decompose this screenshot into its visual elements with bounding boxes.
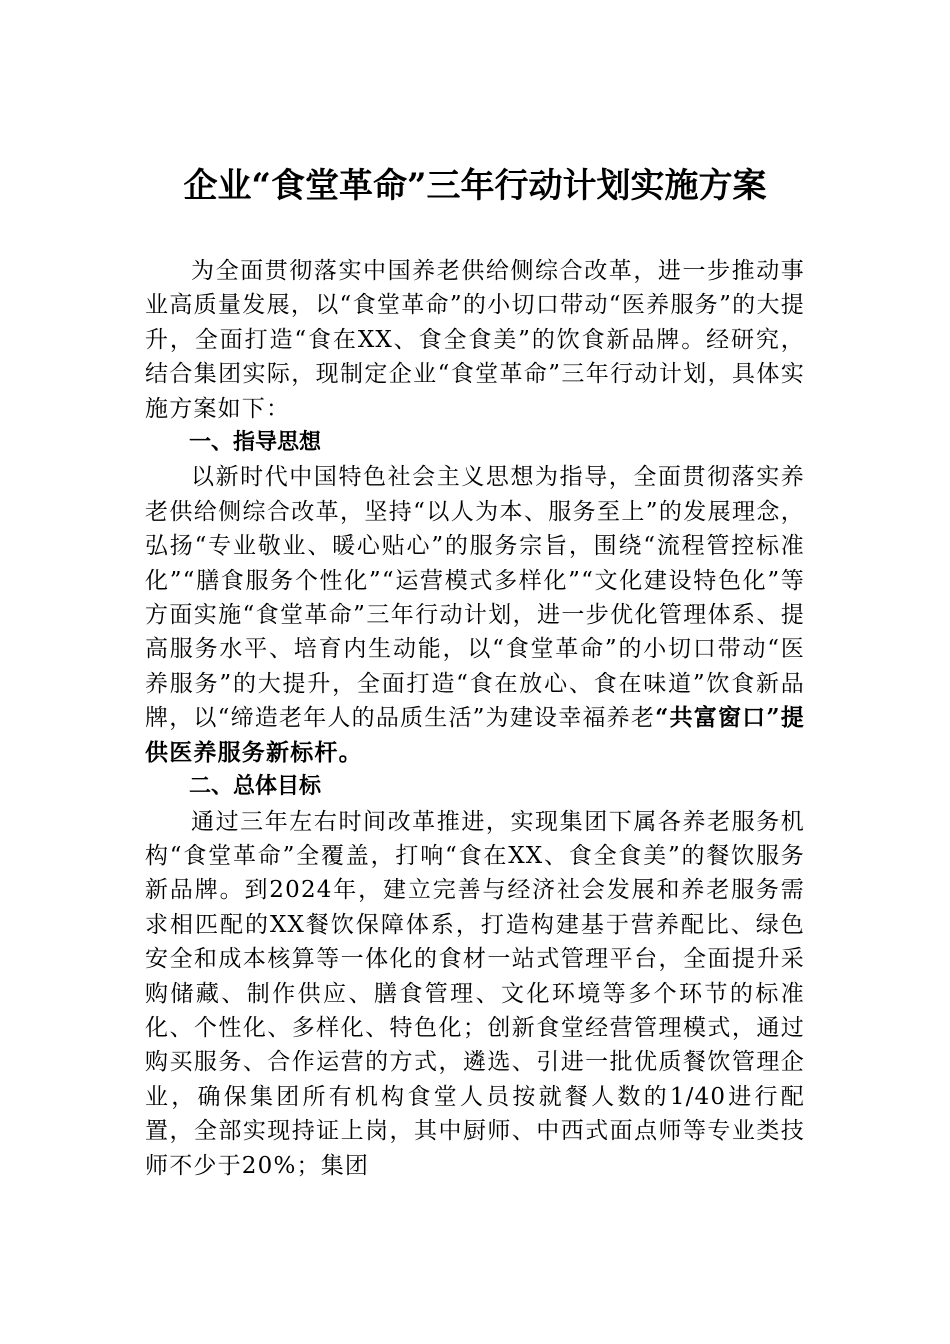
guiding-ideology-bold-text: “共富窗口”提供医养服务新标杆。 bbox=[145, 704, 805, 766]
intro-paragraph: 为全面贯彻落实中国养老供给侧综合改革，进一步推动事业高质量发展，以“食堂革命”的小切口带动“医养服务”的大提升，全面打造“食在XX、食全食美”的饮食新品牌。经研究，结合集团实际，现制定企业“食堂革命”三年行动计划，具体实施方案如下： bbox=[145, 258, 805, 422]
guiding-ideology-text: 以新时代中国特色社会主义思想为指导，全面贯彻落实养老供给侧综合改革，坚持“以人为本、服务至上”的发展理念，弘扬“专业敬业、暖心贴心”的服务宗旨，围绕“流程管控标准化”“膳食服务个性化”“运营模式多样化”“文化建设特色化”等方面实施“食堂革命”三年行动计划，进一步优化管理体系、提高服务水平、培育内生动能，以“食堂革命”的小切口带动“医养服务”的大提升，全面打造“食在放心、食在味道”饮食新品牌，以“缔造老年人的品质生活”为建设幸福养老 bbox=[145, 464, 805, 732]
document-body bbox=[145, 254, 805, 1183]
section-heading-overall-goals: 二、总体目标 bbox=[189, 774, 322, 800]
overall-goals-paragraph: 通过三年左右时间改革推进，实现集团下属各养老服务机构“食堂革命”全覆盖，打响“食在XX、食全食美”的餐饮服务新品牌。到2024年，建立完善与经济社会发展和养老服务需求相匹配的XX餐饮保障体系，打造构建基于营养配比、绿色安全和成本核算等一体化的食材一站式管理平台，全面提升采购储藏、制作供应、膳食管理、文化环境等多个环节的标准化、个性化、多样化、特色化；创新食堂经营管理模式，通过购买服务、合作运营的方式，遴选、引进一批优质餐饮管理企业，确保集团所有机构食堂人员按就餐人数的1/40进行配置，全部实现持证上岗，其中厨师、中西式面点师等专业类技师不少于20%；集团 bbox=[145, 808, 805, 1179]
guiding-ideology-paragraph bbox=[145, 460, 805, 770]
section-heading-guiding-ideology: 一、指导思想 bbox=[189, 430, 322, 456]
document-title: 企业“食堂革命”三年行动计划实施方案 bbox=[183, 166, 767, 206]
